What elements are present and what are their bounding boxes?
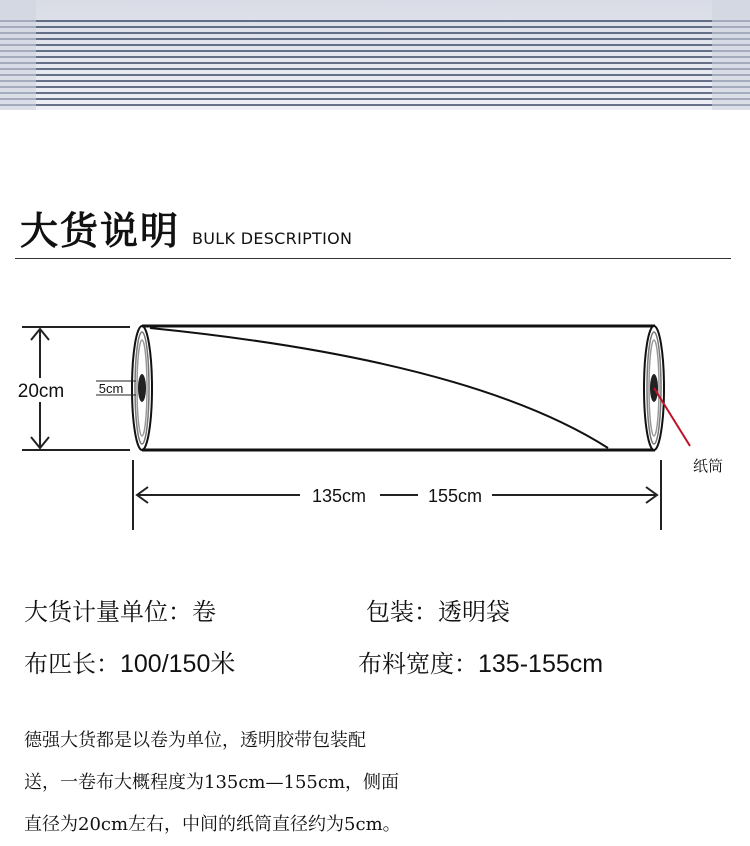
left-roll-end (132, 326, 152, 450)
bulk-description-paragraph (24, 720, 524, 846)
fabric-roll-diagram (0, 300, 750, 540)
spec-length (24, 644, 235, 680)
spec-unit-value: 卷 (192, 598, 216, 626)
spec-length-value: 100/150米 (120, 650, 236, 678)
width-max-label: 155cm (427, 486, 483, 506)
width-dimension (133, 460, 661, 530)
description-line: 德强大货都是以卷为单位，透明胶带包装配 (24, 730, 366, 751)
section-heading (20, 208, 352, 254)
spec-width (358, 644, 603, 679)
description-line: 送，一卷布大概程度为135cm—155cm，侧面 (24, 772, 400, 793)
spec-length-label: 布匹长： (24, 650, 120, 678)
spec-unit-label: 大货计量单位： (24, 598, 192, 626)
roll-body (142, 326, 655, 450)
core-diameter-label: 5cm (98, 381, 124, 396)
width-min-label: 135cm (311, 486, 367, 506)
spec-width-label: 布料宽度： (358, 650, 478, 678)
height-label: 20cm (17, 381, 65, 402)
spec-packaging (366, 592, 510, 627)
heading-divider (15, 258, 731, 259)
spec-packaging-value: 透明袋 (438, 598, 510, 626)
striped-banner-graphic (0, 0, 750, 110)
paper-tube-label: 纸筒 (692, 457, 724, 475)
spec-width-value: 135-155cm (478, 650, 604, 678)
description-line: 直径为20cm左右，中间的纸筒直径约为5cm。 (24, 814, 401, 835)
section-title-cn: 大货说明 (20, 208, 181, 253)
header-banner (0, 0, 750, 110)
spec-packaging-label: 包装： (366, 598, 438, 626)
spec-unit (24, 592, 216, 627)
section-title-en: BULK DESCRIPTION (192, 229, 353, 248)
